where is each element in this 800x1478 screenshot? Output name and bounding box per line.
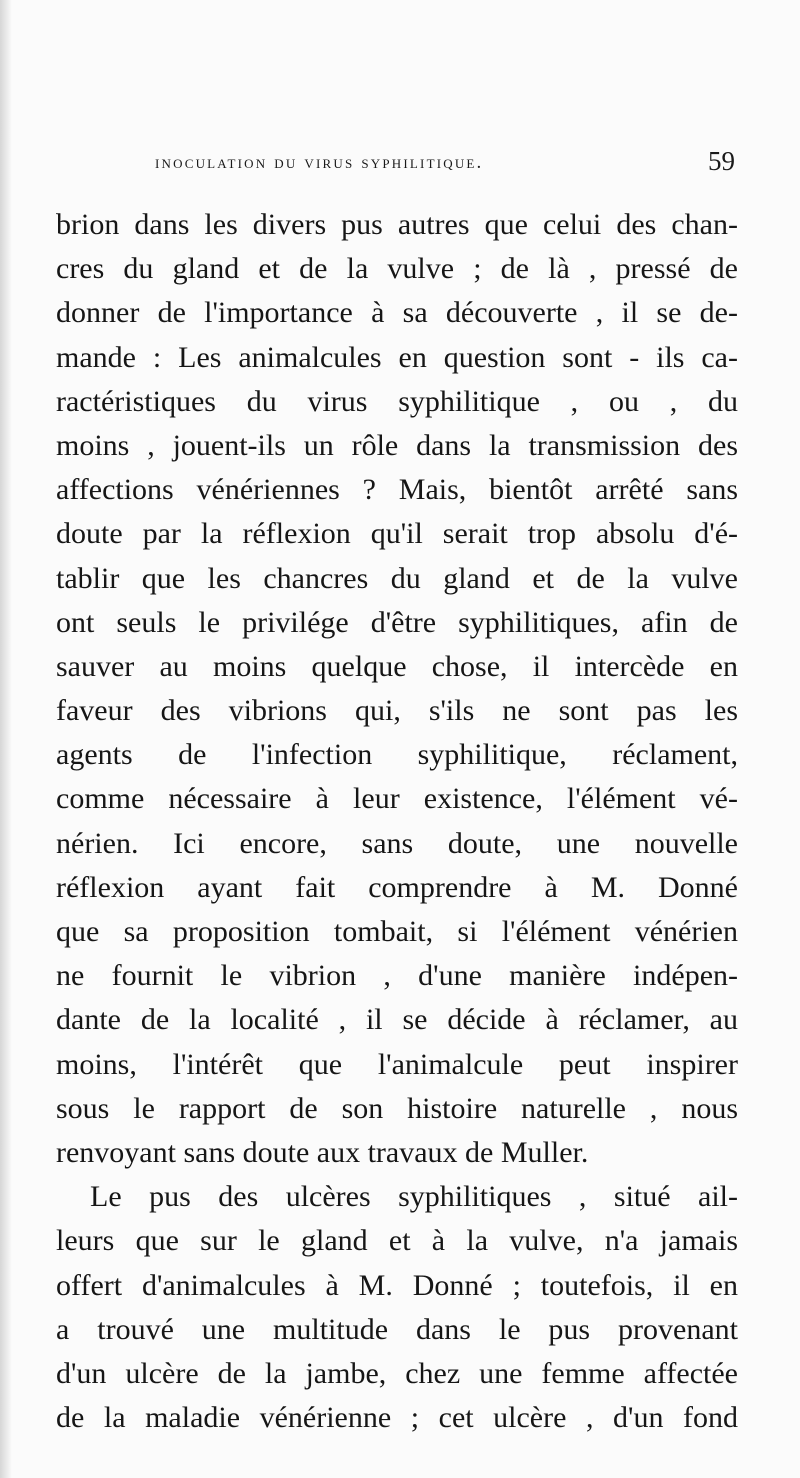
text-line: cres du gland et de la vulve ; de là , pressé de bbox=[56, 252, 738, 286]
text-line: moins, l'intérêt que l'animalcule peut inspirer bbox=[56, 1047, 738, 1081]
text-line: moins , jouent-ils un rôle dans la transmission des bbox=[56, 428, 738, 462]
text-line: d'un ulcère de la jambe, chez une femme affectée bbox=[56, 1356, 738, 1390]
text-line: agents de l'infection syphilitique, réclament, bbox=[56, 738, 738, 772]
text-line: ne fournit le vibrion , d'une manière indépen- bbox=[56, 959, 738, 993]
page-edge-shadow bbox=[0, 0, 12, 1478]
running-title: inoculation du virus syphilitique. bbox=[155, 152, 484, 173]
body-text bbox=[56, 203, 738, 1440]
text-line: que sa proposition tombait, si l'élément vénérien bbox=[56, 915, 738, 948]
text-line: de la maladie vénérienne ; cet ulcère , d'un fond bbox=[56, 1401, 738, 1435]
text-line: tablir que les chancres du gland et de la vulve bbox=[56, 561, 738, 595]
text-line: brion dans les divers pus autres que celui des chan- bbox=[56, 208, 738, 241]
text-line: ractéristiques du virus syphilitique , ou , du bbox=[56, 384, 738, 418]
text-line: a trouvé une multitude dans le pus provenant bbox=[56, 1312, 738, 1346]
text-line: donner de l'importance à sa découverte , il se de- bbox=[56, 296, 738, 330]
text-line: affections vénériennes ? Mais, bientôt arrêté sans bbox=[56, 473, 738, 507]
text-line: nérien. Ici encore, sans doute, une nouvelle bbox=[56, 826, 738, 860]
text-line: sauver au moins quelque chose, il intercède en bbox=[56, 649, 738, 683]
page-number: 59 bbox=[708, 146, 735, 176]
text-line: comme nécessaire à leur existence, l'élément vé- bbox=[56, 782, 738, 816]
text-line: offert d'animalcules à M. Donné ; toutefois, il en bbox=[56, 1268, 738, 1302]
text-line: doute par la réflexion qu'il serait trop absolu d'é- bbox=[56, 517, 738, 551]
text-line: renvoyant sans doute aux travaux de Muller. bbox=[56, 1135, 589, 1169]
text-line: ont seuls le privilége d'être syphilitiques, afin de bbox=[56, 605, 738, 639]
text-line: mande : Les animalcules en question sont - ils ca- bbox=[56, 340, 738, 374]
text-line: dante de la localité , il se décide à réclamer, au bbox=[56, 1003, 738, 1037]
text-line: Le pus des ulcères syphilitiques , situé ail- bbox=[90, 1180, 738, 1214]
text-line: réflexion ayant fait comprendre à M. Donné bbox=[56, 870, 738, 904]
text-line: leurs que sur le gland et à la vulve, n'a jamais bbox=[56, 1224, 738, 1258]
text-line: faveur des vibrions qui, s'ils ne sont pas les bbox=[56, 694, 738, 728]
running-head bbox=[155, 146, 735, 182]
text-line: sous le rapport de son histoire naturelle , nous bbox=[56, 1091, 738, 1125]
